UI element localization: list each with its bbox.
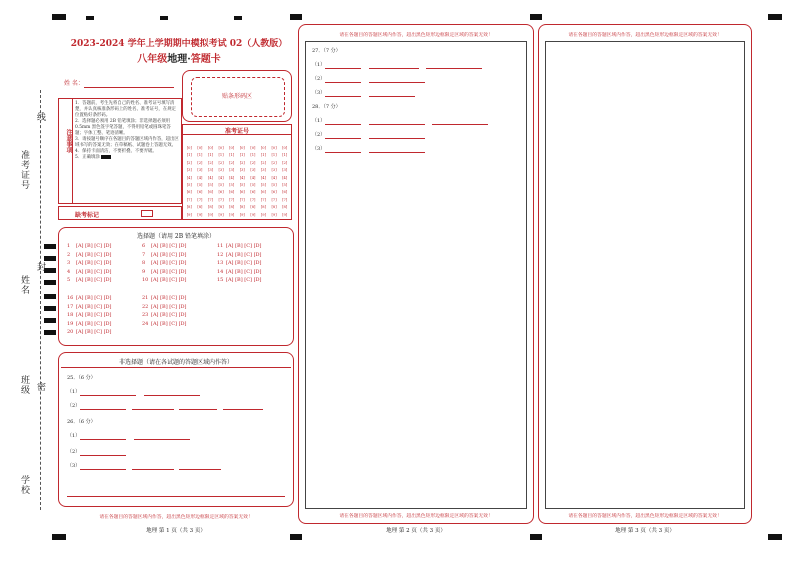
- answer-options[interactable]: [A] [B] [C] [D]: [76, 268, 112, 275]
- exam-id-bubbles[interactable]: [184, 145, 291, 219]
- q27-sub3[interactable]: （3）: [312, 90, 415, 97]
- choice-question-row[interactable]: [142, 320, 187, 329]
- exam-id-bubble[interactable]: [3]: [229, 168, 235, 173]
- binding-line: [40, 90, 41, 510]
- exam-id-bubble[interactable]: [9]: [229, 212, 235, 217]
- subtitle-sep: ·: [187, 54, 191, 65]
- registration-mark: [234, 16, 242, 20]
- exam-id-bubble[interactable]: [6]: [282, 190, 288, 195]
- exam-id-bubble[interactable]: [4]: [282, 175, 288, 180]
- exam-id-bubble[interactable]: [9]: [282, 212, 288, 217]
- q26-sub2[interactable]: （2）: [67, 449, 126, 456]
- answer-options[interactable]: [A] [B] [C] [D]: [151, 303, 187, 310]
- timing-mark: [44, 306, 56, 311]
- exam-id-bubble[interactable]: [5]: [250, 183, 256, 188]
- exam-id-bubble[interactable]: [8]: [260, 205, 266, 210]
- choice-question-row[interactable]: [67, 294, 112, 303]
- exam-id-bubble[interactable]: [1]: [282, 153, 288, 158]
- answer-options[interactable]: [A] [B] [C] [D]: [76, 329, 112, 336]
- exam-id-bubble[interactable]: [4]: [186, 175, 192, 180]
- question-number: 4: [67, 268, 71, 275]
- exam-id-bubble[interactable]: [4]: [260, 175, 266, 180]
- q27-sub1[interactable]: （1）: [312, 62, 482, 69]
- exam-id-bubble[interactable]: [9]: [197, 212, 203, 217]
- exam-id-bubble[interactable]: [4]: [239, 175, 245, 180]
- choice-question-row[interactable]: [217, 268, 262, 277]
- warning-text: 请在各题目的答题区域内作答，超出黑色矩形边框限定区域的答案无效！: [339, 33, 493, 38]
- exam-id-bubble[interactable]: [6]: [239, 190, 245, 195]
- choice-question-row[interactable]: [67, 303, 112, 312]
- answer-options[interactable]: [A] [B] [C] [D]: [226, 260, 262, 267]
- exam-id-bubble[interactable]: [0]: [197, 146, 203, 150]
- choice-question-row[interactable]: [142, 268, 187, 277]
- answer-options[interactable]: [A] [B] [C] [D]: [226, 243, 262, 249]
- choice-question-row[interactable]: [67, 268, 112, 277]
- q28-sub2[interactable]: （2）: [312, 132, 425, 139]
- choice-section: [58, 227, 294, 346]
- card-label: 答题卡: [190, 54, 221, 65]
- exam-id-bubble[interactable]: [3]: [250, 168, 256, 173]
- exam-id-bubble[interactable]: [3]: [282, 168, 288, 173]
- exam-id-bubble[interactable]: [8]: [271, 205, 277, 210]
- answer-options[interactable]: [A] [B] [C] [D]: [76, 277, 112, 284]
- exam-id-bubble[interactable]: [3]: [197, 168, 203, 173]
- subject-label: 地理: [167, 54, 188, 65]
- exam-id-bubble[interactable]: [0]: [186, 146, 192, 150]
- exam-id-bubble[interactable]: [2]: [197, 160, 203, 165]
- answer-options[interactable]: [A] [B] [C] [D]: [76, 312, 112, 319]
- exam-id-bubble[interactable]: [9]: [271, 212, 277, 217]
- exam-id-bubble[interactable]: [9]: [207, 212, 214, 217]
- choice-question-row[interactable]: [67, 242, 112, 251]
- exam-id-label: 准考证号: [224, 128, 249, 135]
- choice-question-row[interactable]: [142, 251, 187, 260]
- exam-id-bubble[interactable]: [8]: [250, 205, 256, 210]
- page-title: 2023-2024 学年上学期期中模拟考试 02（人教版）: [70, 39, 288, 49]
- notice-box: [58, 98, 182, 204]
- choice-question-row[interactable]: [67, 328, 112, 337]
- exam-id-bubble[interactable]: [9]: [239, 212, 245, 217]
- exam-id-bubble[interactable]: [6]: [207, 190, 214, 195]
- exam-id-bubble[interactable]: [1]: [207, 153, 214, 158]
- choice-column: [142, 294, 187, 328]
- exam-id-bubble[interactable]: [5]: [197, 183, 203, 188]
- answer-options[interactable]: [A] [B] [C] [D]: [151, 320, 187, 327]
- registration-mark: [768, 534, 782, 540]
- answer-area[interactable]: [305, 41, 527, 509]
- choice-question-row[interactable]: [142, 294, 187, 303]
- question-number: 12: [217, 251, 224, 258]
- answer-options[interactable]: [A] [B] [C] [D]: [76, 295, 112, 301]
- exam-id-bubble[interactable]: [3]: [218, 168, 224, 173]
- notice-item: 2．选择题必须用 2B 铅笔填涂；非选择题必须用 0.5mm 黑色签字笔答题，不得用铅笔或圆珠笔答题；字体工整、笔迹清晰。: [75, 119, 171, 136]
- exam-id-bubble[interactable]: [8]: [239, 205, 245, 210]
- exam-id-bubble[interactable]: [3]: [271, 168, 277, 173]
- exam-id-bubble[interactable]: [4]: [197, 175, 203, 180]
- answer-options[interactable]: [A] [B] [C] [D]: [76, 243, 112, 249]
- absent-label: 缺考标记: [75, 212, 100, 219]
- choice-question-row[interactable]: [67, 251, 112, 260]
- page-footer: 地理 第 2 页（共 3 页）: [386, 528, 446, 534]
- exam-id-bubble[interactable]: [3]: [260, 168, 266, 173]
- timing-mark: [44, 256, 56, 261]
- choice-column: [67, 294, 112, 337]
- exam-id-digit-row: [184, 145, 291, 152]
- exam-id-bubble[interactable]: [3]: [239, 168, 245, 173]
- question-number: 5: [67, 277, 71, 284]
- exam-id-bubble[interactable]: [1]: [218, 153, 224, 158]
- exam-id-bubble[interactable]: [1]: [260, 153, 266, 158]
- answer-options[interactable]: [A] [B] [C] [D]: [76, 260, 112, 267]
- exam-id-bubble[interactable]: [2]: [186, 160, 192, 165]
- warning-text: 请在各题目的答题区域内作答，超出黑色矩形边框限定区域的答案无效！: [568, 514, 722, 519]
- notice-list: [75, 101, 179, 161]
- question-number: 19: [67, 320, 74, 327]
- grade-label: 八年级: [137, 54, 168, 65]
- choice-question-row[interactable]: [67, 311, 112, 320]
- exam-id-bubble[interactable]: [0]: [260, 146, 266, 150]
- exam-id-bubble[interactable]: [5]: [282, 183, 288, 188]
- question-number: 22: [142, 303, 149, 310]
- exam-id-bubble[interactable]: [2]: [218, 160, 224, 165]
- exam-id-bubble[interactable]: [0]: [239, 146, 245, 150]
- choice-question-row[interactable]: [67, 276, 112, 285]
- exam-id-bubble[interactable]: [8]: [218, 205, 224, 210]
- exam-id-bubble[interactable]: [6]: [229, 190, 235, 195]
- exam-id-bubble[interactable]: [7]: [271, 197, 277, 202]
- exam-id-bubble[interactable]: [7]: [250, 197, 256, 202]
- exam-id-bubble[interactable]: [9]: [250, 212, 256, 217]
- exam-id-bubble[interactable]: [4]: [250, 175, 256, 180]
- exam-id-digit-row: [184, 212, 291, 219]
- answer-options[interactable]: [A] [B] [C] [D]: [151, 312, 187, 319]
- exam-id-bubble[interactable]: [9]: [218, 212, 224, 217]
- exam-id-bubble[interactable]: [5]: [271, 183, 277, 188]
- exam-id-bubble[interactable]: [7]: [229, 197, 235, 202]
- question-number: 3: [67, 260, 71, 267]
- answer-options[interactable]: [A] [B] [C] [D]: [151, 251, 187, 258]
- exam-id-bubble[interactable]: [4]: [229, 175, 235, 180]
- exam-id-bubble[interactable]: [1]: [271, 153, 277, 158]
- nonchoice-title: 非选择题（请在各试题的答题区域内作答）: [118, 359, 233, 366]
- exam-id-digit-row: [184, 160, 291, 167]
- nonchoice-section: [58, 352, 294, 507]
- q27-sub2[interactable]: （2）: [312, 76, 425, 83]
- exam-id-bubble[interactable]: [7]: [282, 197, 288, 202]
- registration-mark: [52, 534, 66, 540]
- answer-line: [67, 496, 285, 497]
- exam-id-bubble[interactable]: [7]: [218, 197, 224, 202]
- question-number: 23: [142, 312, 149, 319]
- side-label-seal: 封: [35, 262, 45, 272]
- exam-id-grid: [182, 124, 292, 220]
- q26-sub3[interactable]: （3）: [67, 463, 221, 470]
- q28-sub1[interactable]: （1）: [312, 118, 488, 125]
- registration-mark: [768, 14, 782, 20]
- exam-id-bubble[interactable]: [5]: [260, 183, 266, 188]
- right-page: [538, 24, 752, 524]
- q25-label: 25．（6 分）: [67, 375, 96, 381]
- middle-page: [298, 24, 534, 524]
- answer-options[interactable]: [A] [B] [C] [D]: [151, 277, 187, 284]
- exam-id-bubble[interactable]: [2]: [250, 160, 256, 165]
- exam-id-bubble[interactable]: [7]: [239, 197, 245, 202]
- card-subtitle: [64, 50, 294, 65]
- choice-question-row[interactable]: [217, 259, 262, 268]
- q28-label: 28．（7 分）: [312, 104, 341, 110]
- exam-id-bubble[interactable]: [1]: [186, 153, 192, 158]
- question-number: 2: [67, 251, 71, 258]
- exam-id-bubble[interactable]: [9]: [186, 212, 192, 217]
- exam-id-bubble[interactable]: [0]: [229, 146, 235, 150]
- answer-options[interactable]: [A] [B] [C] [D]: [151, 268, 187, 275]
- exam-id-bubble[interactable]: [0]: [282, 146, 288, 150]
- exam-id-bubble[interactable]: [6]: [218, 190, 224, 195]
- exam-id-bubble[interactable]: [5]: [239, 183, 245, 188]
- exam-id-bubble[interactable]: [2]: [207, 160, 214, 165]
- exam-id-digit-row: [184, 152, 291, 159]
- exam-id-digit-row: [184, 182, 291, 189]
- exam-id-bubble[interactable]: [8]: [197, 205, 203, 210]
- choice-question-row[interactable]: [142, 259, 187, 268]
- notice-title: 注意事项: [65, 129, 72, 153]
- question-number: 20: [67, 329, 74, 336]
- question-number: 15: [217, 277, 224, 284]
- exam-id-bubble[interactable]: [7]: [197, 197, 203, 202]
- question-number: 14: [217, 268, 224, 275]
- choice-question-row[interactable]: [67, 259, 112, 268]
- question-number: 24: [142, 320, 149, 327]
- question-number: 18: [67, 312, 74, 319]
- timing-mark: [44, 330, 56, 335]
- exam-id-bubble[interactable]: [7]: [260, 197, 266, 202]
- question-number: 1: [67, 243, 71, 249]
- question-number: 11: [217, 243, 224, 249]
- warning-text: 请在各题目的答题区域内作答，超出黑色矩形边框限定区域的答案无效！: [568, 33, 722, 38]
- q26-label: 26．（6 分）: [67, 419, 96, 425]
- exam-id-bubble[interactable]: [0]: [271, 146, 277, 150]
- choice-column: [67, 242, 112, 285]
- question-number: 9: [142, 268, 146, 275]
- question-number: 6: [142, 243, 146, 249]
- choice-column: [142, 242, 187, 285]
- exam-id-bubble[interactable]: [4]: [218, 175, 224, 180]
- question-number: 10: [142, 277, 149, 284]
- choice-column: [217, 242, 262, 285]
- exam-id-bubble[interactable]: [0]: [207, 146, 214, 150]
- exam-id-bubble[interactable]: [2]: [229, 160, 235, 165]
- exam-id-digit-row: [184, 175, 291, 182]
- choice-question-row[interactable]: [142, 242, 187, 251]
- name-label: 姓 名：: [64, 80, 84, 87]
- exam-id-bubble[interactable]: [3]: [207, 168, 214, 173]
- answer-options[interactable]: [A] [B] [C] [D]: [226, 277, 262, 284]
- exam-id-digit-row: [184, 197, 291, 204]
- exam-id-bubble[interactable]: [8]: [186, 205, 192, 210]
- exam-id-bubble[interactable]: [3]: [186, 168, 192, 173]
- notice-item: 4．保持卡面清洁，不要折叠、不要弄破。: [75, 149, 157, 154]
- exam-id-bubble[interactable]: [8]: [229, 205, 235, 210]
- exam-id-bubble[interactable]: [8]: [207, 205, 214, 210]
- exam-id-bubble[interactable]: [7]: [207, 197, 214, 202]
- exam-id-bubble[interactable]: [5]: [229, 183, 235, 188]
- q25-sub1[interactable]: （1）: [67, 389, 200, 396]
- answer-options[interactable]: [A] [B] [C] [D]: [151, 260, 187, 267]
- question-number: 21: [142, 295, 149, 301]
- exam-id-digit-row: [184, 167, 291, 174]
- question-number: 13: [217, 260, 224, 267]
- answer-options[interactable]: [A] [B] [C] [D]: [76, 303, 112, 310]
- side-label-line: 线: [35, 112, 45, 122]
- choice-question-row[interactable]: [67, 320, 112, 329]
- exam-id-bubble[interactable]: [6]: [197, 190, 203, 195]
- exam-id-bubble[interactable]: [9]: [260, 212, 266, 217]
- choice-question-row[interactable]: [142, 276, 187, 285]
- choice-question-row[interactable]: [142, 303, 187, 312]
- exam-id-bubble[interactable]: [1]: [197, 153, 203, 158]
- exam-id-bubble[interactable]: [8]: [282, 205, 288, 210]
- exam-id-bubble[interactable]: [5]: [186, 183, 192, 188]
- exam-id-bubble[interactable]: [6]: [260, 190, 266, 195]
- exam-id-bubble[interactable]: [0]: [218, 146, 224, 150]
- page-footer: 地理 第 1 页（共 3 页）: [146, 528, 206, 534]
- choice-question-row[interactable]: [217, 251, 262, 260]
- question-number: 17: [67, 303, 74, 310]
- exam-id-digit-row: [184, 204, 291, 211]
- side-label-secret: 密: [35, 382, 45, 392]
- q26-sub1[interactable]: （1）: [67, 433, 190, 440]
- exam-id-bubble[interactable]: [2]: [239, 160, 245, 165]
- exam-id-digit-row: [184, 189, 291, 196]
- exam-id-bubble[interactable]: [1]: [250, 153, 256, 158]
- timing-mark: [44, 280, 56, 285]
- question-number: 16: [67, 295, 74, 301]
- answer-options[interactable]: [A] [B] [C] [D]: [226, 268, 262, 275]
- barcode-label: 贴条形码区: [221, 93, 252, 100]
- choice-question-row[interactable]: [217, 276, 262, 285]
- registration-mark: [52, 14, 66, 20]
- answer-options[interactable]: [A] [B] [C] [D]: [76, 320, 112, 327]
- answer-area[interactable]: [545, 41, 745, 509]
- timing-mark: [44, 294, 56, 299]
- registration-mark: [290, 534, 302, 540]
- absent-row: [58, 206, 182, 220]
- registration-mark: [290, 14, 302, 20]
- exam-id-bubble[interactable]: [2]: [271, 160, 277, 165]
- exam-id-bubble[interactable]: [6]: [186, 190, 192, 195]
- exam-id-bubble[interactable]: [2]: [260, 160, 266, 165]
- registration-mark: [530, 14, 542, 20]
- exam-id-bubble[interactable]: [4]: [207, 175, 214, 180]
- side-label-exam-id: 准考证号: [19, 150, 29, 190]
- timing-mark: [44, 244, 56, 249]
- answer-options[interactable]: [A] [B] [C] [D]: [226, 251, 262, 258]
- q27-label: 27．（7 分）: [312, 48, 341, 54]
- answer-options[interactable]: [A] [B] [C] [D]: [151, 243, 187, 249]
- notice-item: 1．答题前，考生先将自己的姓名、准考证号填写清楚，并认真核准条形码上的姓名、准考证号，在规定位置贴好条形码。: [75, 101, 176, 118]
- question-number: 8: [142, 260, 146, 267]
- exam-id-bubble[interactable]: [4]: [271, 175, 277, 180]
- notice-item: 3．请按题号顺序在各题目的答题区域内作答，超出区域书写的答案无效；在草稿纸、试题卷上答题无效。: [75, 137, 179, 148]
- question-number: 7: [142, 251, 146, 258]
- exam-id-bubble[interactable]: [2]: [282, 160, 288, 165]
- registration-mark: [530, 534, 542, 540]
- barcode-area: [182, 70, 292, 122]
- absent-checkbox[interactable]: [141, 210, 153, 217]
- choice-question-row[interactable]: [217, 242, 262, 251]
- side-label-class: 班级: [19, 375, 29, 395]
- warning-text: 请在各题目的答题区域内作答，超出黑色矩形边框限定区域的答案无效！: [99, 515, 253, 520]
- page-footer: 地理 第 3 页（共 3 页）: [615, 528, 675, 534]
- exam-id-bubble[interactable]: [5]: [207, 183, 214, 188]
- q25-sub2[interactable]: （2）: [67, 403, 263, 410]
- warning-text: 请在各题目的答题区域内作答，超出黑色矩形边框限定区域的答案无效！: [339, 514, 493, 519]
- timing-mark: [44, 318, 56, 323]
- exam-id-bubble[interactable]: [1]: [229, 153, 235, 158]
- exam-id-bubble[interactable]: [6]: [250, 190, 256, 195]
- exam-id-bubble[interactable]: [5]: [218, 183, 224, 188]
- answer-options[interactable]: [A] [B] [C] [D]: [76, 251, 112, 258]
- registration-mark: [86, 16, 94, 20]
- exam-id-bubble[interactable]: [7]: [186, 197, 192, 202]
- exam-id-bubble[interactable]: [0]: [250, 146, 256, 150]
- side-label-school: 学校: [19, 475, 29, 495]
- registration-mark: [160, 16, 168, 20]
- side-label-name: 姓名: [19, 275, 29, 295]
- choice-question-row[interactable]: [142, 311, 187, 320]
- exam-id-bubble[interactable]: [6]: [271, 190, 277, 195]
- answer-options[interactable]: [A] [B] [C] [D]: [151, 295, 187, 301]
- name-field[interactable]: [64, 80, 174, 88]
- choice-title: 选择题（请用 2B 铅笔填涂）: [136, 233, 216, 240]
- exam-id-bubble[interactable]: [1]: [239, 153, 245, 158]
- q28-sub3[interactable]: （3）: [312, 146, 425, 153]
- notice-item-example: 5．正确填涂: [75, 155, 179, 161]
